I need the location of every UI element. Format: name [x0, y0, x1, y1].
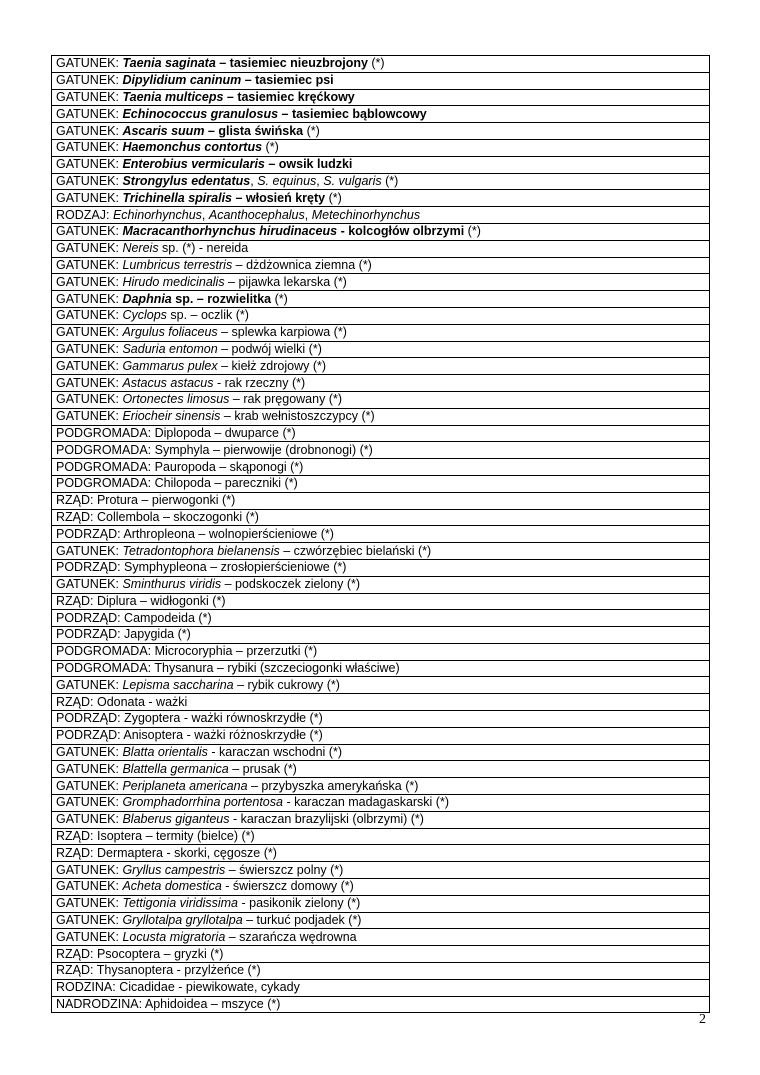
table-cell [52, 72, 710, 89]
cell-text-segment: PODGROMADA: Microcoryphia – przerzutki (*) [56, 644, 318, 659]
table-cell [52, 156, 710, 173]
cell-text-segment: Ortonectes limosus [122, 392, 230, 407]
table-cell [52, 643, 710, 660]
cell-text-segment: GATUNEK: [56, 375, 123, 390]
table-cell [52, 879, 710, 896]
cell-text-segment: , [201, 207, 209, 222]
table-row [52, 979, 710, 996]
table-row [52, 492, 710, 509]
table-cell [52, 240, 710, 257]
table-row [52, 627, 710, 644]
table-cell [52, 811, 710, 828]
cell-text-segment: Enterobius vermicularis [122, 157, 265, 172]
cell-text-segment: Saduria entomon [122, 341, 218, 356]
cell-text-segment: - rak rzeczny (*) [213, 375, 306, 390]
table-cell [52, 207, 710, 224]
table-row [52, 660, 710, 677]
cell-text-segment: Taenia multiceps [122, 89, 224, 104]
table-row [52, 459, 710, 476]
table-row [52, 190, 710, 207]
cell-text-segment: Blatta orientalis [122, 745, 208, 760]
cell-text-segment: - karaczan wschodni (*) [207, 745, 342, 760]
table-row [52, 106, 710, 123]
table-row [52, 223, 710, 240]
table-cell [52, 677, 710, 694]
cell-text-segment: Argulus foliaceus [122, 325, 218, 340]
table-cell [52, 593, 710, 610]
cell-text-segment: GATUNEK: [56, 291, 123, 306]
taxonomy-table [51, 55, 710, 1013]
table-cell [52, 459, 710, 476]
cell-text-segment: RZĄD: Odonata - ważki [56, 694, 188, 709]
table-row [52, 291, 710, 308]
cell-text-segment: PODRZĄD: Arthropleona – wolnopierścieniowe (*) [56, 526, 334, 541]
cell-text-segment: – tasiemiec bąblowcowy [278, 106, 427, 121]
table-row [52, 912, 710, 929]
cell-text-segment: GATUNEK: [56, 409, 123, 424]
table-row [52, 963, 710, 980]
cell-text-segment: GATUNEK: [56, 224, 123, 239]
cell-text-segment: GATUNEK: [56, 913, 123, 928]
table-cell [52, 475, 710, 492]
table-cell [52, 559, 710, 576]
cell-text-segment: – pijawka lekarska (*) [224, 274, 347, 289]
cell-text-segment: RZĄD: Diplura – widłogonki (*) [56, 593, 226, 608]
cell-text-segment: Blaberus giganteus [122, 812, 230, 827]
cell-text-segment: – przybyszka amerykańska (*) [247, 778, 419, 793]
cell-text-segment: GATUNEK: [56, 173, 123, 188]
cell-text-segment: Sminthurus viridis [122, 577, 222, 592]
table-cell [52, 979, 710, 996]
cell-text-segment: GATUNEK: [56, 543, 123, 558]
cell-text-segment: – rybik cukrowy (*) [233, 677, 340, 692]
table-row [52, 643, 710, 660]
cell-text-segment: PODRZĄD: Symphypleona – zrosłopierścieniowe (*) [56, 560, 347, 575]
cell-text-segment: sp. – oczlik (*) [166, 308, 249, 323]
table-cell [52, 576, 710, 593]
cell-text-segment: (*) [303, 123, 320, 138]
cell-text-segment: Tettigonia viridissima [122, 896, 239, 911]
table-row [52, 240, 710, 257]
cell-text-segment: , [250, 173, 258, 188]
cell-text-segment: Acanthocephalus [208, 207, 305, 222]
table-row [52, 778, 710, 795]
table-cell [52, 727, 710, 744]
table-row [52, 744, 710, 761]
cell-text-segment: Taenia saginata [122, 56, 216, 71]
table-row [52, 559, 710, 576]
cell-text-segment: Cyclops [122, 308, 167, 323]
table-row [52, 341, 710, 358]
cell-text-segment: GATUNEK: [56, 190, 123, 205]
cell-text-segment: Astacus astacus [122, 375, 214, 390]
cell-text-segment: GATUNEK: [56, 56, 123, 71]
cell-text-segment: GATUNEK: [56, 862, 123, 877]
table-cell [52, 627, 710, 644]
cell-text-segment: – turkuć podjadek (*) [242, 913, 362, 928]
cell-text-segment: Hirudo medicinalis [122, 274, 225, 289]
table-cell [52, 526, 710, 543]
cell-text-segment: GATUNEK: [56, 577, 123, 592]
table-cell [52, 912, 710, 929]
cell-text-segment: PODGROMADA: Symphyla – pierwowije (drobnonogi) (*) [56, 442, 373, 457]
table-row [52, 677, 710, 694]
cell-text-segment: RZĄD: Dermaptera - skorki, cęgosze (*) [56, 845, 277, 860]
table-row [52, 123, 710, 140]
cell-text-segment: PODRZĄD: Zygoptera - ważki równoskrzydłe (*) [56, 711, 323, 726]
cell-text-segment: GATUNEK: [56, 341, 123, 356]
cell-text-segment: Echinorhynchus [112, 207, 202, 222]
cell-text-segment: (*) [381, 173, 399, 188]
cell-text-segment: GATUNEK: [56, 157, 123, 172]
cell-text-segment: Periplaneta americana [122, 778, 248, 793]
cell-text-segment: , [304, 207, 312, 222]
cell-text-segment: GATUNEK: [56, 325, 123, 340]
page-number: 2 [699, 1012, 706, 1027]
cell-text-segment: – prusak (*) [228, 761, 297, 776]
table-row [52, 543, 710, 560]
cell-text-segment: PODGROMADA: Pauropoda – skąponogi (*) [56, 459, 304, 474]
cell-text-segment: GATUNEK: [56, 241, 123, 256]
cell-text-segment: – krab wełnistoszczypcy (*) [220, 409, 375, 424]
cell-text-segment: - karaczan madagaskarski (*) [282, 795, 449, 810]
table-cell [52, 492, 710, 509]
table-row [52, 509, 710, 526]
cell-text-segment: Strongylus edentatus [122, 173, 251, 188]
cell-text-segment: Nereis [122, 241, 159, 256]
table-row [52, 996, 710, 1013]
table-cell [52, 139, 710, 156]
table-row [52, 593, 710, 610]
table-row [52, 895, 710, 912]
cell-text-segment: GATUNEK: [56, 745, 123, 760]
cell-text-segment: RZĄD: Psocoptera – gryzki (*) [56, 946, 224, 961]
table-cell [52, 123, 710, 140]
table-row [52, 862, 710, 879]
table-cell [52, 391, 710, 408]
table-row [52, 694, 710, 711]
table-cell [52, 341, 710, 358]
table-cell [52, 106, 710, 123]
table-cell [52, 660, 710, 677]
cell-text-segment: GATUNEK: [56, 358, 123, 373]
table-row [52, 727, 710, 744]
cell-text-segment: S. equinus [257, 173, 317, 188]
table-cell [52, 173, 710, 190]
table-cell [52, 56, 710, 73]
cell-text-segment: – włosień kręty [232, 190, 326, 205]
cell-text-segment: Acheta domestica [122, 879, 222, 894]
cell-text-segment: - karaczan brazylijski (olbrzymi) (*) [229, 812, 424, 827]
cell-text-segment: Gryllotalpa gryllotalpa [122, 913, 243, 928]
cell-text-segment: GATUNEK: [56, 392, 123, 407]
table-row [52, 391, 710, 408]
cell-text-segment: – świerszcz polny (*) [225, 862, 344, 877]
cell-text-segment: GATUNEK: [56, 140, 123, 155]
table-cell [52, 996, 710, 1013]
cell-text-segment: RZĄD: Collembola – skoczogonki (*) [56, 509, 259, 524]
table-cell [52, 257, 710, 274]
table-row [52, 442, 710, 459]
cell-text-segment: GATUNEK: [56, 257, 123, 272]
table-cell [52, 929, 710, 946]
table-row [52, 425, 710, 442]
cell-text-segment: RZĄD: Thysanoptera - przylżeńce (*) [56, 963, 261, 978]
cell-text-segment: GATUNEK: [56, 274, 123, 289]
table-cell [52, 509, 710, 526]
cell-text-segment: – podskoczek zielony (*) [221, 577, 361, 592]
table-cell [52, 778, 710, 795]
table-row [52, 526, 710, 543]
table-row [52, 576, 710, 593]
cell-text-segment: Tetradontophora bielanensis [122, 543, 280, 558]
table-cell [52, 862, 710, 879]
table-row [52, 408, 710, 425]
cell-text-segment: – tasiemiec psi [241, 73, 334, 88]
cell-text-segment: – splewka karpiowa (*) [217, 325, 347, 340]
cell-text-segment: Eriocheir sinensis [122, 409, 221, 424]
table-cell [52, 223, 710, 240]
cell-text-segment: Gromphadorrhina portentosa [122, 795, 283, 810]
table-row [52, 610, 710, 627]
cell-text-segment: GATUNEK: [56, 106, 123, 121]
table-cell [52, 610, 710, 627]
table-row [52, 711, 710, 728]
cell-text-segment: – tasiemiec kręćkowy [223, 89, 355, 104]
cell-text-segment: – kiełż zdrojowy (*) [217, 358, 327, 373]
cell-text-segment: Dipylidium caninum [122, 73, 242, 88]
cell-text-segment: PODRZĄD: Campodeida (*) [56, 610, 212, 625]
cell-text-segment: Haemonchus contortus [122, 140, 263, 155]
cell-text-segment: – tasiemiec nieuzbrojony [215, 56, 368, 71]
table-cell [52, 694, 710, 711]
table-row [52, 375, 710, 392]
table-cell [52, 828, 710, 845]
cell-text-segment: – dżdżownica ziemna (*) [232, 257, 372, 272]
cell-text-segment: GATUNEK: [56, 929, 123, 944]
cell-text-segment: Lumbricus terrestris [122, 257, 233, 272]
cell-text-segment: (*) [464, 224, 481, 239]
table-row [52, 156, 710, 173]
cell-text-segment: Gammarus pulex [122, 358, 218, 373]
table-cell [52, 711, 710, 728]
cell-text-segment: GATUNEK: [56, 308, 123, 323]
cell-text-segment: GATUNEK: [56, 73, 123, 88]
cell-text-segment: GATUNEK: [56, 778, 123, 793]
cell-text-segment: (*) [262, 140, 279, 155]
table-cell [52, 946, 710, 963]
table-row [52, 475, 710, 492]
table-cell [52, 795, 710, 812]
table-row [52, 173, 710, 190]
cell-text-segment: (*) [325, 190, 342, 205]
table-cell [52, 307, 710, 324]
cell-text-segment: GATUNEK: [56, 879, 123, 894]
cell-text-segment: PODRZĄD: Japygida (*) [56, 627, 191, 642]
cell-text-segment: - pasikonik zielony (*) [238, 896, 361, 911]
cell-text-segment: - kolcogłów olbrzymi [337, 224, 465, 239]
cell-text-segment: GATUNEK: [56, 761, 123, 776]
cell-text-segment: RZĄD: Protura – pierwogonki (*) [56, 493, 236, 508]
table-row [52, 257, 710, 274]
table-cell [52, 425, 710, 442]
cell-text-segment: GATUNEK: [56, 89, 123, 104]
table-row [52, 811, 710, 828]
table-cell [52, 375, 710, 392]
table-cell [52, 324, 710, 341]
table-cell [52, 761, 710, 778]
cell-text-segment: - świerszcz domowy (*) [221, 879, 354, 894]
cell-text-segment: , [316, 173, 324, 188]
cell-text-segment: Blattella germanica [122, 761, 229, 776]
cell-text-segment: Ascaris suum [122, 123, 205, 138]
cell-text-segment: RZĄD: Isoptera – termity (bielce) (*) [56, 829, 255, 844]
cell-text-segment: – rak pręgowany (*) [229, 392, 342, 407]
cell-text-segment: – szarańcza wędrowna [225, 929, 357, 944]
cell-text-segment: GATUNEK: [56, 812, 123, 827]
table-row [52, 89, 710, 106]
table-row [52, 324, 710, 341]
cell-text-segment: RODZINA: Cicadidae - piewikowate, cykady [56, 980, 300, 995]
table-row [52, 274, 710, 291]
table-cell [52, 408, 710, 425]
table-row [52, 139, 710, 156]
table-row [52, 828, 710, 845]
table-row [52, 207, 710, 224]
cell-text-segment: Trichinella spiralis [122, 190, 232, 205]
table-cell [52, 895, 710, 912]
cell-text-segment: GATUNEK: [56, 896, 123, 911]
cell-text-segment: (*) [367, 56, 385, 71]
cell-text-segment: sp. (*) - nereida [158, 241, 249, 256]
table-row [52, 929, 710, 946]
cell-text-segment: – podwój wielki (*) [217, 341, 322, 356]
cell-text-segment: PODGROMADA: Thysanura – rybiki (szczeciogonki właściwe) [56, 661, 400, 676]
cell-text-segment: Echinococcus granulosus [122, 106, 279, 121]
table-row [52, 845, 710, 862]
table-cell [52, 543, 710, 560]
cell-text-segment: PODGROMADA: Diplopoda – dwuparce (*) [56, 425, 296, 440]
cell-text-segment: PODRZĄD: Anisoptera - ważki różnoskrzydłe (*) [56, 728, 323, 743]
table-cell [52, 274, 710, 291]
table-cell [52, 442, 710, 459]
table-cell [52, 89, 710, 106]
table-cell [52, 744, 710, 761]
cell-text-segment: Gryllus campestris [122, 862, 226, 877]
cell-text-segment: S. vulgaris [323, 173, 382, 188]
table-row [52, 56, 710, 73]
cell-text-segment: NADRODZINA: Aphidoidea – mszyce (*) [56, 997, 281, 1012]
cell-text-segment: Macracanthorhynchus hirudinaceus [122, 224, 338, 239]
table-row [52, 72, 710, 89]
cell-text-segment: – owsik ludzki [264, 157, 353, 172]
cell-text-segment: sp. – rozwielitka [171, 291, 272, 306]
cell-text-segment: – czwórzębiec bielański (*) [279, 543, 432, 558]
table-row [52, 761, 710, 778]
cell-text-segment: PODGROMADA: Chilopoda – pareczniki (*) [56, 476, 298, 491]
cell-text-segment: GATUNEK: [56, 123, 123, 138]
cell-text-segment: GATUNEK: [56, 677, 123, 692]
table-cell [52, 845, 710, 862]
taxonomy-table-body [52, 56, 710, 1013]
table-row [52, 879, 710, 896]
table-row [52, 795, 710, 812]
cell-text-segment: – glista świńska [204, 123, 304, 138]
table-row [52, 307, 710, 324]
table-cell [52, 291, 710, 308]
table-row [52, 946, 710, 963]
cell-text-segment: RODZAJ: [56, 207, 113, 222]
cell-text-segment: Locusta migratoria [122, 929, 226, 944]
cell-text-segment: (*) [271, 291, 288, 306]
table-cell [52, 190, 710, 207]
table-cell [52, 963, 710, 980]
cell-text-segment: Daphnia [122, 291, 172, 306]
table-cell [52, 358, 710, 375]
cell-text-segment: GATUNEK: [56, 795, 123, 810]
cell-text-segment: Lepisma saccharina [122, 677, 234, 692]
cell-text-segment: Metechinorhynchus [311, 207, 421, 222]
table-row [52, 358, 710, 375]
